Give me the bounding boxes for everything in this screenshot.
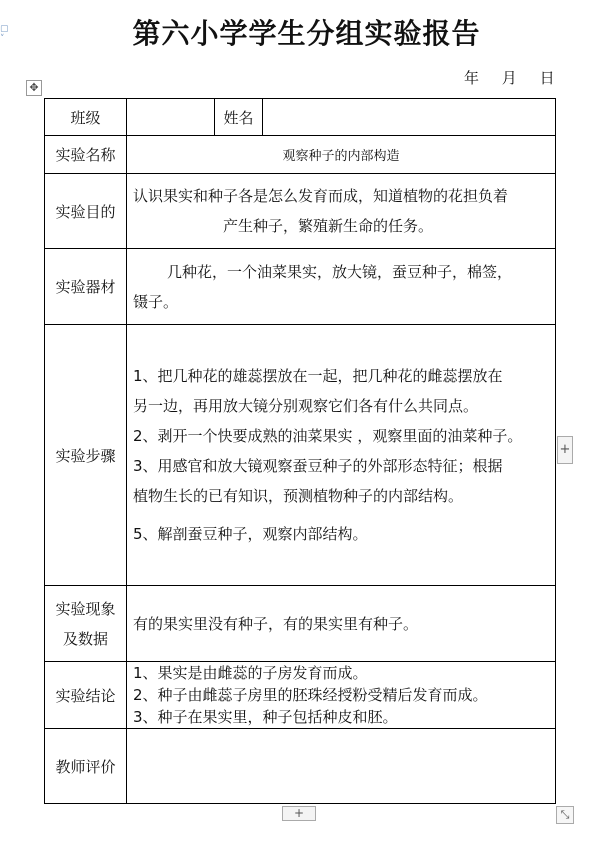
row-purpose bbox=[45, 174, 556, 249]
row-conclusion bbox=[45, 662, 556, 729]
teacher-comment-cell[interactable] bbox=[127, 729, 556, 804]
purpose-line-2: 产生种子，繁殖新生命的任务。 bbox=[223, 217, 434, 235]
row-steps bbox=[45, 325, 556, 586]
date-line bbox=[464, 67, 572, 88]
page-title: 第六小学学生分组实验报告 bbox=[132, 17, 481, 50]
step-line: 1、把几种花的雄蕊摆放在一起，把几种花的雌蕊摆放在 bbox=[133, 367, 503, 385]
row-teacher bbox=[45, 729, 556, 804]
add-column-icon[interactable]: + bbox=[557, 436, 573, 464]
conclusion-line: 3、种子在果实里，种子包括种皮和胚。 bbox=[133, 708, 398, 726]
report-table bbox=[44, 98, 556, 804]
purpose-cell[interactable] bbox=[127, 174, 556, 249]
steps-label: 实验步骤 bbox=[45, 325, 127, 586]
phenomenon-label-line-1: 实验现象 bbox=[55, 599, 116, 618]
row-equipment bbox=[45, 249, 556, 325]
add-row-icon[interactable]: + bbox=[282, 806, 316, 821]
equipment-cell[interactable] bbox=[127, 249, 556, 325]
step-line: 植物生长的已有知识，预测植物种子的内部结构。 bbox=[133, 487, 464, 505]
class-value-cell[interactable] bbox=[127, 99, 215, 136]
class-label: 班级 bbox=[45, 99, 127, 136]
step-line: 3、用感官和放大镜观察蚕豆种子的外部形态特征；根据 bbox=[133, 457, 503, 475]
phenomenon-label bbox=[45, 586, 127, 662]
conclusion-label: 实验结论 bbox=[45, 662, 127, 729]
conclusion-line: 1、果实是由雌蕊的子房发育而成。 bbox=[133, 664, 368, 682]
equipment-label: 实验器材 bbox=[45, 249, 127, 325]
equipment-line-1: 几种花，一个油菜果实，放大镜，蚕豆种子，棉签， bbox=[167, 262, 513, 281]
purpose-line-1: 认识果实和种子各是怎么发育而成，知道植物的花担负着 bbox=[133, 187, 509, 205]
table-move-icon[interactable]: ✥ bbox=[26, 80, 42, 96]
steps-cell[interactable] bbox=[127, 325, 556, 586]
row-class-name bbox=[45, 99, 556, 136]
experiment-name-label: 实验名称 bbox=[45, 136, 127, 174]
name-value-cell[interactable] bbox=[263, 99, 556, 136]
conclusion-line: 2、种子由雌蕊子房里的胚珠经授粉受精后发育而成。 bbox=[133, 686, 488, 704]
date-month: 月 bbox=[501, 69, 518, 87]
experiment-name-value[interactable]: 观察种子的内部构造 bbox=[127, 136, 556, 174]
page-corner-icon: ▢ ˅ bbox=[0, 24, 9, 44]
conclusion-cell[interactable] bbox=[127, 662, 556, 729]
row-phenomenon bbox=[45, 586, 556, 662]
date-year: 年 bbox=[464, 69, 481, 87]
date-day: 日 bbox=[539, 69, 556, 87]
step-line: 2、剥开一个快要成熟的油菜果实 ，观察里面的油菜种子。 bbox=[133, 427, 523, 445]
name-label: 姓名 bbox=[215, 99, 263, 136]
step-line: 另一边，再用放大镜分别观察它们各有什么共同点。 bbox=[133, 397, 479, 415]
row-experiment-name bbox=[45, 136, 556, 174]
phenomenon-cell[interactable]: 有的果实里没有种子，有的果实里有种子。 bbox=[127, 586, 556, 662]
teacher-label: 教师评价 bbox=[45, 729, 127, 804]
equipment-line-2: 镊子。 bbox=[133, 292, 179, 311]
table-resize-icon[interactable]: ⤡ bbox=[556, 806, 574, 824]
phenomenon-label-line-2: 及数据 bbox=[62, 629, 108, 648]
purpose-label: 实验目的 bbox=[45, 174, 127, 249]
step-line: 5、解剖蚕豆种子，观察内部结构。 bbox=[133, 525, 368, 543]
